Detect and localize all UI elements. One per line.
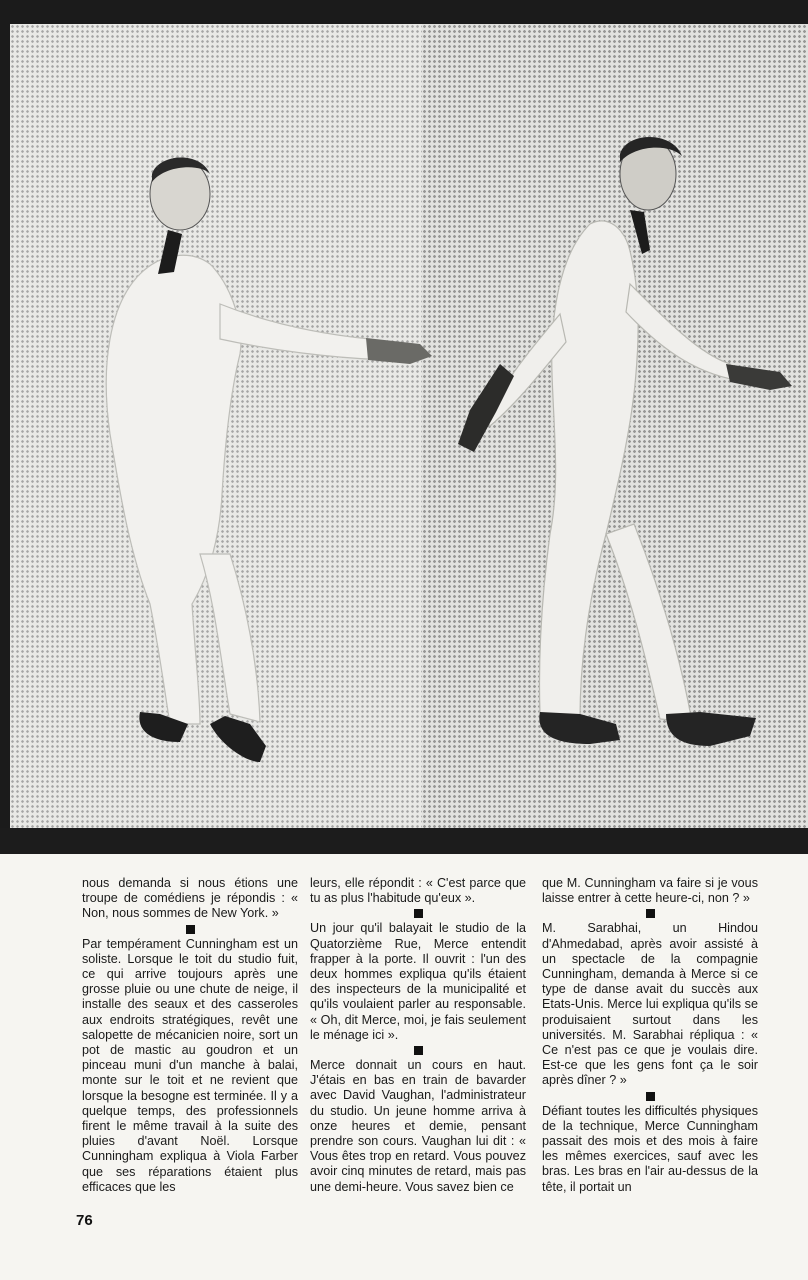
article-text-area: [0, 854, 808, 1280]
section-separator-square: [414, 909, 423, 918]
paragraph: Merce donnait un cours en haut. J'étais en bas en train de bavarder avec David Vaughan, l'administrateur du studio. Un jeune homme arriva à onze heures et demie, pensant prendre son cours. Vaughan lui dit : « Vous êtes trop en retard. Vous pouvez avoir cinq minutes de retard, mais pas une demi-heure. Vous savez bien ce: [310, 1058, 526, 1194]
paragraph: Défiant toutes les difficultés physiques de la technique, Merce Cunningham passait des mois et des mois à faire les mêmes exercices, sauf avec les bras. Les bras en l'air au-dessus de la tête, il portait un: [542, 1103, 758, 1194]
text-column-1: [82, 876, 298, 1195]
paragraph: nous demanda si nous étions une troupe de comédiens je répondis : « Non, nous sommes de New York. »: [82, 876, 298, 921]
left-dancer-figure: [70, 134, 490, 774]
text-column-3: [542, 876, 758, 1195]
photo-bottom-edge: [0, 828, 808, 854]
paragraph: Un jour qu'il balayait le studio de la Quatorzième Rue, Merce entendit frapper à la porte. Il ouvrit : l'un des deux hommes expliqua qu'ils étaient des inspecteurs de la municipalité et qu'ils voulaient parler au responsable. « Oh, dit Merce, moi, je fais seulement le ménage ici ».: [310, 921, 526, 1042]
section-separator-square: [414, 1046, 423, 1055]
paragraph: Par tempérament Cunningham est un soliste. Lorsque le toit du studio fuit, ce qui arrive toujours après une grosse pluie ou une chute de neige, il installe des seaux et des casseroles aux endroits stratégiques, revêt une salopette de mécanicien noire, sort un pot de mastic au goudron et un pinceau muni d'un manche à balai, monte sur le toit et ne revient que lorsque la besogne est terminée. Il y a quelque temps, des professionnels firent le même travail à la suite des pluies d'avant Noël. Lorsque Cunningham expliqua à Viola Farber que ses réparations étaient plus efficaces que les: [82, 936, 298, 1194]
section-separator-square: [646, 1092, 655, 1101]
photograph: [10, 24, 808, 830]
page-number: 76: [76, 1212, 93, 1229]
text-column-2: [310, 876, 526, 1195]
section-separator-square: [186, 925, 195, 934]
right-dancer-figure: [430, 114, 808, 774]
page-top-edge: [0, 0, 808, 26]
section-separator-square: [646, 909, 655, 918]
paragraph: que M. Cunningham va faire si je vous laisse entrer à cette heure-ci, non ? »: [542, 876, 758, 906]
paragraph: leurs, elle répondit : « C'est parce que tu as plus l'habitude qu'eux ».: [310, 876, 526, 906]
paragraph: M. Sarabhai, un Hindou d'Ahmedabad, après avoir assisté à un spectacle de la compagnie Cunningham, demanda à Merce si ce type de danse avait du succès aux Etats-Unis. Merce lui expliqua qu'ils se produisaient surtout dans les universités. M. Sarabhai répliqua : « Ce n'est pas ce que je voulais dire. Est-ce que les gens font ça le soir après dîner ? »: [542, 921, 758, 1088]
